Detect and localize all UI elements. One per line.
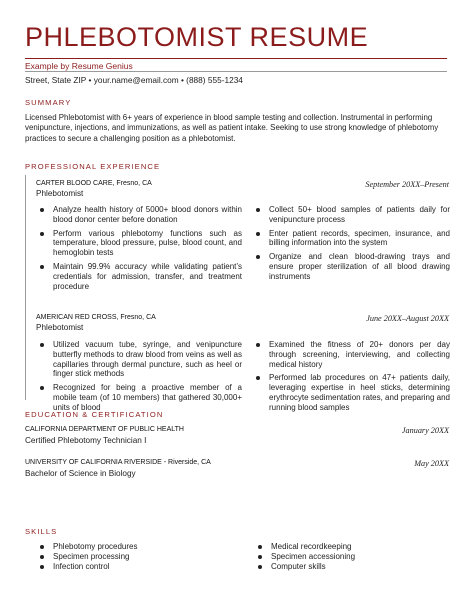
skill-item: Specimen accessioning [254, 552, 444, 562]
resume-subtitle: Example by Resume Genius [25, 61, 133, 71]
skills-list-left [36, 542, 236, 571]
experience-heading: PROFESSIONAL EXPERIENCE [25, 162, 161, 171]
job-bullets-left [36, 205, 242, 295]
job-bullets-left [36, 340, 242, 417]
bullet-item: Organize and clean blood-drawing trays and ensure proper sterilization of all blood drawing instruments [252, 252, 450, 281]
job-role: Phlebotomist [36, 189, 84, 198]
education-date: May 20XX [414, 459, 449, 468]
skill-item: Infection control [36, 562, 236, 572]
title-divider [25, 58, 447, 59]
experience-vertical-rule [25, 175, 26, 400]
job-role: Phlebotomist [36, 323, 84, 332]
subtitle-divider [25, 71, 447, 72]
summary-heading: SUMMARY [25, 98, 72, 107]
bullet-item: Collect 50+ blood samples of patients daily for venipuncture process [252, 205, 450, 225]
contact-line: Street, State ZIP • your.name@email.com • (888) 555-1234 [25, 75, 243, 85]
skill-item: Specimen processing [36, 552, 236, 562]
job-date: September 20XX–Present [365, 180, 449, 189]
bullet-item: Utilized vacuum tube, syringe, and venipuncture butterfly methods to draw blood from veins as well as capillaries through dermal puncture, such as heel or finger stick methods [36, 340, 242, 379]
education-heading: EDUCATION & CERTIFICATION [25, 410, 164, 419]
job-date: June 20XX–August 20XX [366, 314, 449, 323]
bullet-item: Maintain 99.9% accuracy while validating patient’s credentials for admission, transfer, and treatment procedure [36, 262, 242, 291]
job-org: AMERICAN RED CROSS, Fresno, CA [36, 314, 156, 321]
summary-text: Licensed Phlebotomist with 6+ years of experience in blood sample testing and collection. Instrumental in performing venipuncture, injections, and immunizations, as well as patient intake. Seeking to use strong knowledge of phlebotomy practices to secure a challenging position as a phlebotomist. [25, 113, 439, 143]
bullet-item: Enter patient records, specimen, insurance, and billing information into the system [252, 229, 450, 249]
bullet-item: Analyze health history of 5000+ blood donors within blood donor center before donation [36, 205, 242, 225]
job-bullets-right [252, 340, 450, 417]
education-org: UNIVERSITY OF CALIFORNIA RIVERSIDE - Riverside, CA [25, 459, 211, 466]
resume-title: PHLEBOTOMIST RESUME [25, 22, 369, 52]
bullet-item: Performed lab procedures on 47+ patients daily, leveraging expertise in heel sticks, determining erythrocyte sedimentation rates, and preparing and running blood samples [252, 373, 450, 412]
skill-item: Medical recordkeeping [254, 542, 444, 552]
education-credential: Bachelor of Science in Biology [25, 469, 136, 478]
bullet-item: Recognized for being a proactive member of a mobile team (of 10 members) that gathered 30,000+ units of blood [36, 383, 242, 412]
education-date: January 20XX [401, 426, 449, 435]
skills-list-right [254, 542, 444, 571]
job-bullets-right [252, 205, 450, 286]
education-credential: Certified Phlebotomy Technician I [25, 436, 147, 445]
job-org: CARTER BLOOD CARE, Fresno, CA [36, 180, 152, 187]
skill-item: Computer skills [254, 562, 444, 572]
bullet-item: Examined the fitness of 20+ donors per day through screening, interviewing, and collecting medical history [252, 340, 450, 369]
education-org: CALIFORNIA DEPARTMENT OF PUBLIC HEALTH [25, 426, 184, 433]
bullet-item: Perform various phlebotomy functions such as temperature, blood pressure, pulse, blood count, and hemoglobin tests [36, 229, 242, 258]
skill-item: Phlebotomy procedures [36, 542, 236, 552]
skills-heading: SKILLS [25, 527, 58, 536]
